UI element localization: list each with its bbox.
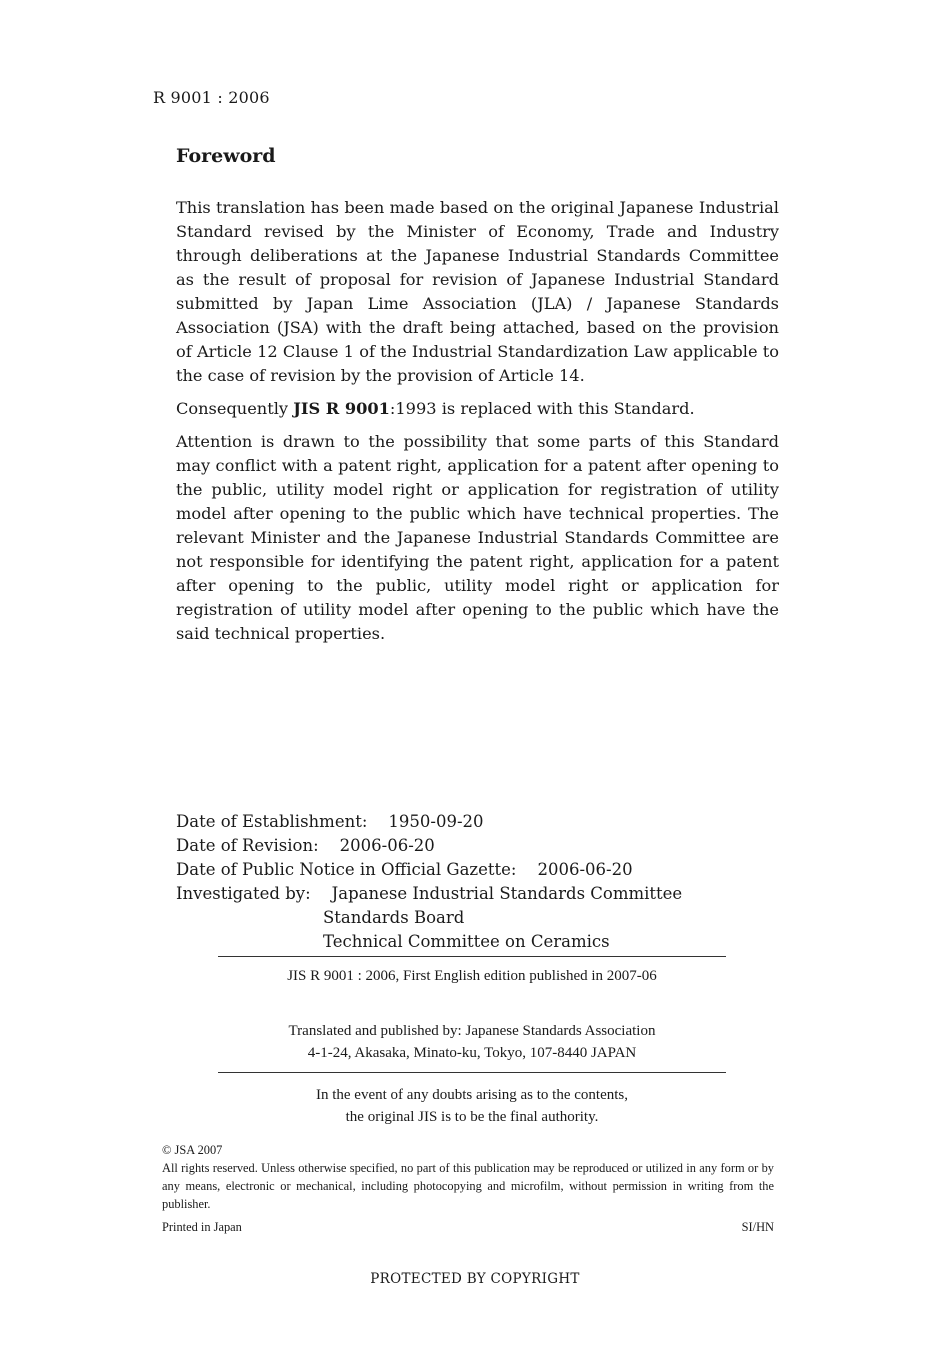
paragraph-text: This translation has been made based on the original Japanese Industrial Standard revised by the Minister of Economy, Trade and Industry through deliberations at the Japanese Industrial Standards Committee as the result of proposal for revision of Japanese Industrial Standard submitted by Japan Lime Association (JLA) / Japanese Standards Association (JSA) with the draft being attached, based on the provision of Article 12 Clause 1 of the Industrial Standardization Law applicable to the case of revision by the provision of Article 14. <box>176 198 779 385</box>
date-gazette-row <box>176 858 736 882</box>
publisher-line: Translated and published by: Japanese Standards Association <box>288 1023 656 1039</box>
initials: SI/HN <box>741 1220 774 1234</box>
copyright-notice: © JSA 2007 <box>162 1143 223 1157</box>
date-value: 1950-09-20 <box>388 812 484 831</box>
investigated-line: Standards Board <box>323 908 465 927</box>
protected-notice: PROTECTED BY COPYRIGHT <box>370 1271 580 1287</box>
investigated-line: Technical Committee on Ceramics <box>323 932 610 951</box>
foreword-paragraph-1 <box>176 196 779 388</box>
date-label: Date of Revision: <box>176 836 319 855</box>
rights-statement: All rights reserved. Unless otherwise specified, no part of this publication may be reproduced or utilized in any form or by any means, electronic or mechanical, including photocopying and microfilm, without permission in writing from the publisher. <box>162 1161 774 1211</box>
publisher-address: 4-1-24, Akasaka, Minato-ku, Tokyo, 107-8440 JAPAN <box>307 1045 637 1061</box>
date-value: 2006-06-20 <box>339 836 435 855</box>
foreword-paragraph-2 <box>176 397 779 421</box>
standard-reference: JIS R 9001 <box>293 399 390 418</box>
authority-line: the original JIS is to be the final authority. <box>345 1109 599 1125</box>
paragraph-text: Consequently <box>176 399 294 418</box>
copyright-block <box>162 1141 774 1213</box>
divider <box>218 956 726 957</box>
date-establishment-row <box>176 810 736 834</box>
paragraph-text: :1993 is replaced with this Standard. <box>389 399 695 418</box>
page-header-code: R 9001 : 2006 <box>153 88 270 107</box>
date-revision-row <box>176 834 736 858</box>
edition-info: JIS R 9001 : 2006, First English edition published in 2007-06 <box>287 968 657 984</box>
investigated-row <box>176 882 736 906</box>
paragraph-text: Attention is drawn to the possibility that some parts of this Standard may conflict with a patent right, application for a patent after opening to the public, utility model right or application for registration of utility model after opening to the public which have technical properties. The relevant Minister and the Japanese Industrial Standards Committee are not responsible for identifying the patent right, application for a patent after opening to the public, utility model right or application for registration of utility model after opening to the public which have the said technical properties. <box>176 432 779 643</box>
authority-note <box>218 1084 726 1128</box>
divider <box>218 1072 726 1073</box>
footer-row <box>162 1220 774 1235</box>
printed-in: Printed in Japan <box>162 1220 242 1234</box>
authority-line: In the event of any doubts arising as to the contents, <box>315 1087 628 1103</box>
publisher-info <box>218 1020 726 1064</box>
investigated-label: Investigated by: <box>176 884 311 903</box>
foreword-paragraph-3 <box>176 430 779 646</box>
date-value: 2006-06-20 <box>537 860 633 879</box>
foreword-title: Foreword <box>176 145 276 167</box>
dates-block <box>176 810 736 954</box>
date-label: Date of Public Notice in Official Gazette: <box>176 860 517 879</box>
date-label: Date of Establishment: <box>176 812 368 831</box>
investigated-line: Japanese Industrial Standards Committee <box>331 884 683 903</box>
